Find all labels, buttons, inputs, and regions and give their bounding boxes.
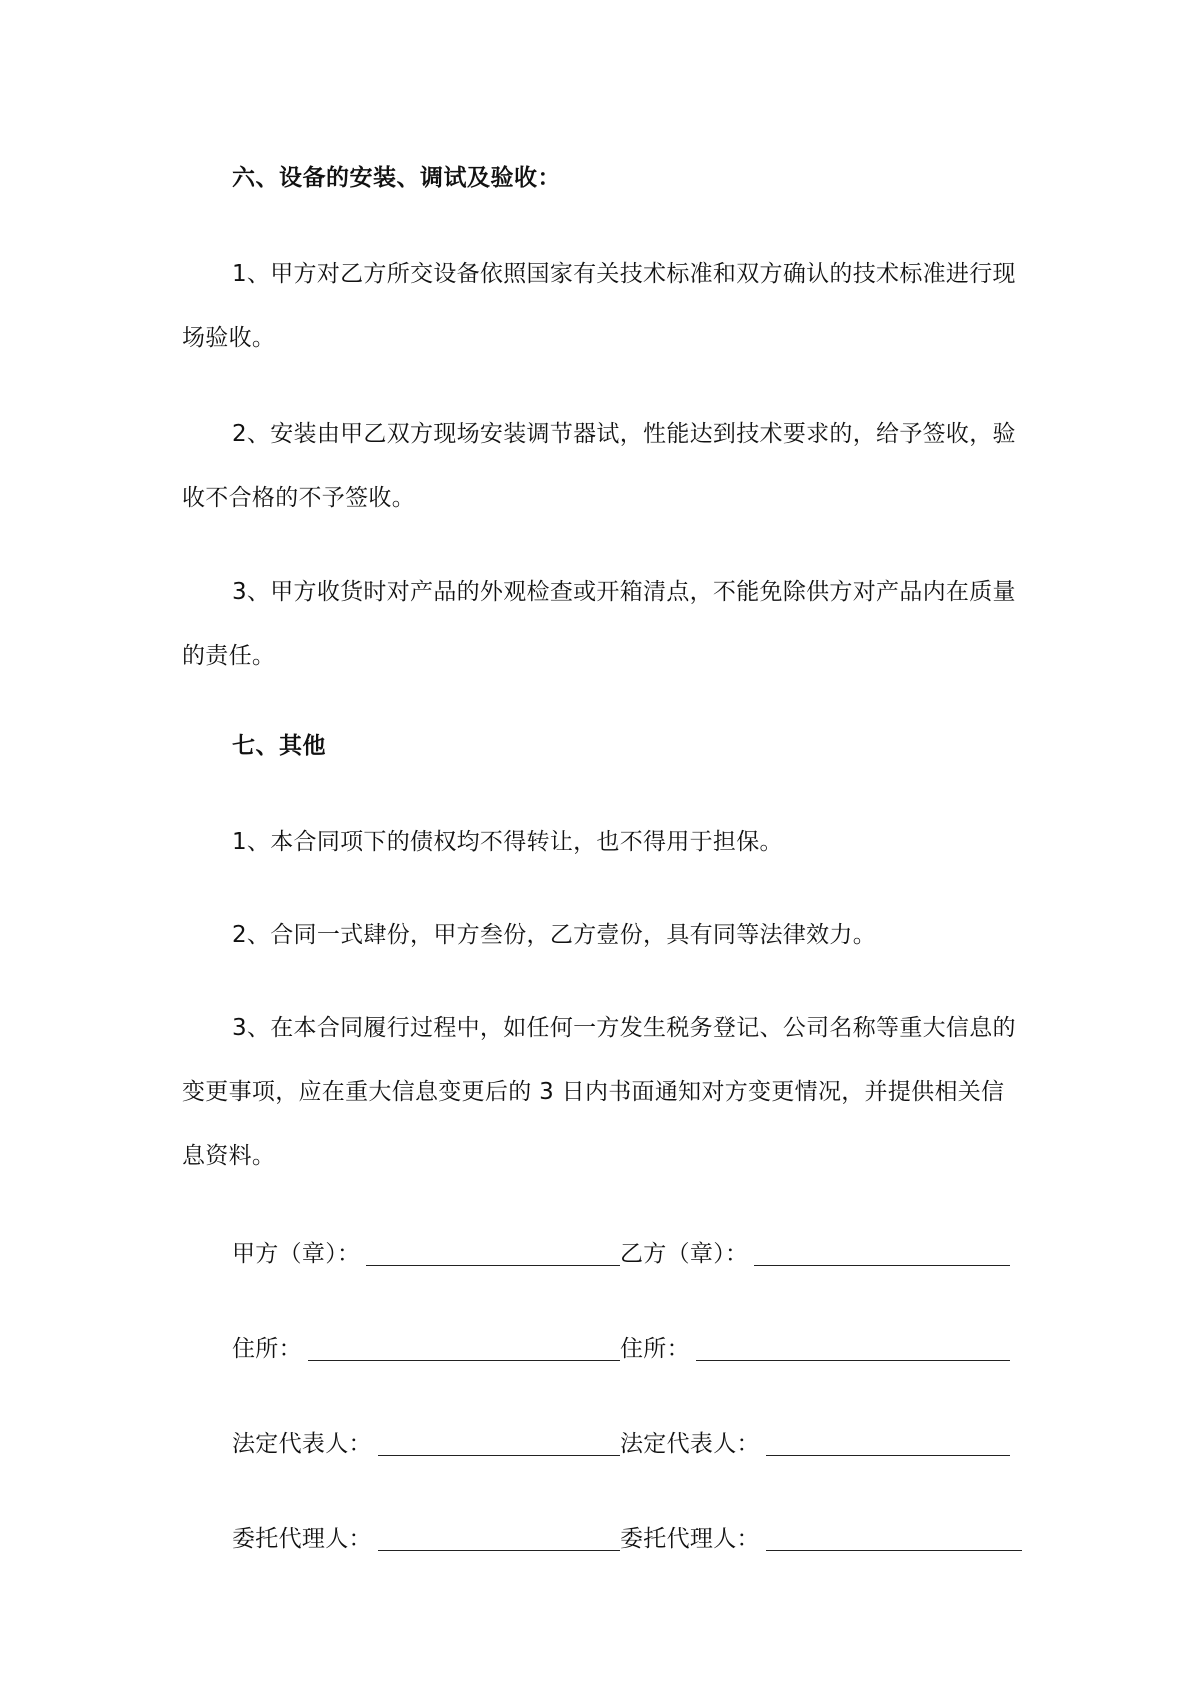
- agent-b-field[interactable]: [620, 1515, 1022, 1555]
- party-a-seal-field[interactable]: [232, 1230, 620, 1270]
- agent-b-label: 委托代理人：: [620, 1526, 760, 1552]
- address-b-label: 住所：: [620, 1336, 690, 1362]
- clause-6-2: 2、安装由甲乙双方现场安装调节器试，性能达到技术要求的，给予签收，验收不合格的不予签收。: [182, 421, 1016, 511]
- agent-a-label: 委托代理人：: [232, 1526, 372, 1552]
- legal-rep-a-line[interactable]: [378, 1455, 620, 1456]
- section-heading-other: 七、其他: [232, 733, 326, 759]
- address-b-line[interactable]: [696, 1360, 1010, 1361]
- clause-7-1: 1、本合同项下的债权均不得转让，也不得用于担保。: [232, 829, 783, 855]
- agent-a-field[interactable]: [232, 1515, 620, 1555]
- address-a-line[interactable]: [308, 1360, 620, 1361]
- address-b-field[interactable]: [620, 1325, 1010, 1365]
- agent-b-line[interactable]: [766, 1550, 1022, 1551]
- legal-rep-a-label: 法定代表人：: [232, 1431, 372, 1457]
- clause-7-3: 3、在本合同履行过程中，如任何一方发生税务登记、公司名称等重大信息的变更事项，应在重大信息变更后的 3 日内书面通知对方变更情况，并提供相关信息资料。: [182, 1015, 1016, 1169]
- clause-6-1: 1、甲方对乙方所交设备依照国家有关技术标准和双方确认的技术标准进行现场验收。: [182, 261, 1016, 351]
- clause-7-2: 2、合同一式肆份，甲方叁份，乙方壹份，具有同等法律效力。: [232, 922, 877, 948]
- clause-6-3: 3、甲方收货时对产品的外观检查或开箱清点，不能免除供方对产品内在质量的责任。: [182, 579, 1016, 669]
- legal-rep-a-field[interactable]: [232, 1420, 620, 1460]
- address-a-label: 住所：: [232, 1336, 302, 1362]
- legal-rep-b-label: 法定代表人：: [620, 1431, 760, 1457]
- party-b-seal-label: 乙方（章）：: [620, 1241, 749, 1267]
- party-a-seal-label: 甲方（章）：: [232, 1241, 361, 1267]
- legal-rep-b-line[interactable]: [766, 1455, 1010, 1456]
- signature-row-agent: [232, 1515, 1032, 1555]
- signature-row-address: [232, 1325, 1032, 1365]
- signature-row-seal: [232, 1230, 1032, 1270]
- agent-a-line[interactable]: [378, 1550, 620, 1551]
- party-a-seal-line[interactable]: [366, 1265, 620, 1266]
- address-a-field[interactable]: [232, 1325, 620, 1365]
- party-b-seal-line[interactable]: [754, 1265, 1010, 1266]
- section-heading-installation: 六、设备的安装、调试及验收：: [232, 165, 561, 191]
- party-b-seal-field[interactable]: [620, 1230, 1010, 1270]
- signature-row-legal-rep: [232, 1420, 1032, 1460]
- legal-rep-b-field[interactable]: [620, 1420, 1010, 1460]
